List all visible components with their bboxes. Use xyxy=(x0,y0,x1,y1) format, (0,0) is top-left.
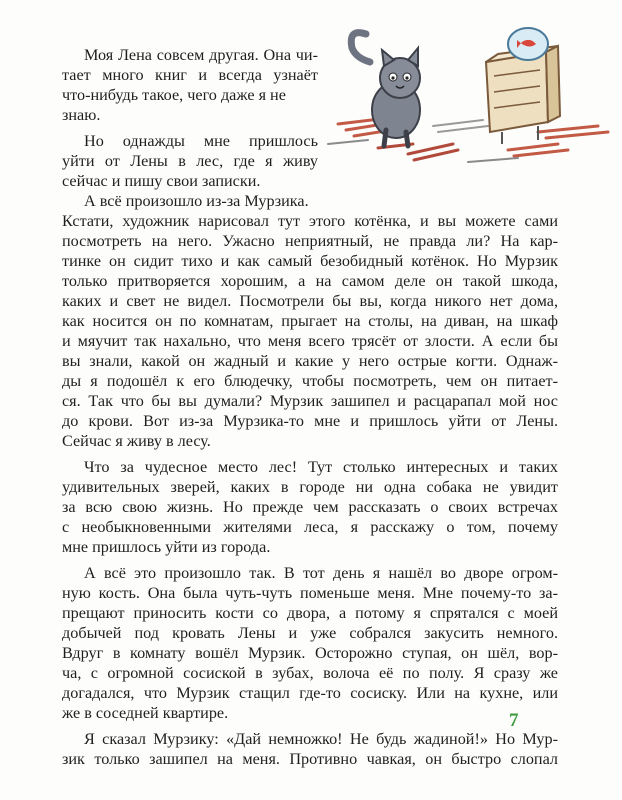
text-line: же в соседней квартире. xyxy=(62,704,229,722)
text-line: каких и свет не видел. Посмотрели бы вы, когда никого нет дома, xyxy=(62,292,558,310)
text-line: тинке он сидит тихо и как самый безобидный котёнок. Но Мурзик xyxy=(62,252,558,270)
text-line: Моя Лена совсем другая. Она чи- xyxy=(84,46,318,64)
fishbowl xyxy=(508,28,548,60)
text-line: с необыкновенными жителями леса, я расскажу о том, почему xyxy=(62,518,558,536)
text-line: ды я подошёл к его блюдечку, чтобы посмотреть, чем он питает- xyxy=(62,372,558,390)
text-line: за всю свою жизнь. Но прежде чем рассказать о своих встречах xyxy=(62,498,558,516)
text-line: Вдруг в комнату вошёл Мурзик. Осторожно ступая, он шёл, вор- xyxy=(62,644,558,662)
text-line: уйти от Лены в лес, где я живу xyxy=(62,152,318,170)
text-line: А всё произошло из-за Мурзика. xyxy=(84,192,309,210)
text-line: вы знали, какой он жадный и какие у него острые когти. Однаж- xyxy=(62,352,558,370)
text-line: Кстати, художник нарисовал тут этого котёнка, и вы можете сами xyxy=(62,212,558,230)
text-line: что-нибудь такое, чего даже я не xyxy=(62,86,286,104)
text-line: ную кость. Она была чуть-чуть поменьше меня. Мне почему-то за- xyxy=(62,584,558,602)
text-line: знаю. xyxy=(62,106,101,124)
text-line: до крови. Вот из-за Мурзика-то мне и пришлось уйти от Лены. xyxy=(62,412,558,430)
text-line: ча, с огромной сосиской в зубах, волоча её по полу. Я сразу же xyxy=(62,664,558,682)
text-line: мне пришлось уйти из города. xyxy=(62,538,271,556)
page-number: 7 xyxy=(509,710,519,731)
text-line: добычей под кровать Лены и уже собрался закусить немного. xyxy=(62,624,558,642)
text-line: догадался, что Мурзик стащил где-то сосиску. Или на кухне, или xyxy=(62,684,558,702)
text-line: посмотреть на него. Ужасно неприятный, не правда ли? На кар- xyxy=(62,232,558,250)
cabinet xyxy=(486,46,560,144)
text-line: только притворяется хорошим, а на самом деле он такой шкода, xyxy=(62,272,558,290)
text-line: сейчас и пишу свои записки. xyxy=(62,172,261,190)
text-line: А всё это произошло так. В тот день я нашёл во дворе огром- xyxy=(84,564,558,582)
text-line: ся. Так что бы вы думали? Мурзик зашипел и расцарапал мой нос xyxy=(62,392,558,410)
text-line: зик только зашипел на меня. Противно чавкая, он быстро слопал xyxy=(62,750,558,768)
floor-strokes xyxy=(328,118,608,162)
text-line: и мяучит так нахально, что меня всего трясёт от злости. А если бы xyxy=(62,332,558,350)
text-line: удивительных зверей, каких в городе ни одна собака не увидит xyxy=(62,478,558,496)
text-line: Сейчас я живу в лесу. xyxy=(62,432,211,450)
text-line: Что за чудесное место лес! Тут столько интересных и таких xyxy=(84,458,558,476)
cat-illustration xyxy=(318,22,618,174)
text-line: тает много книг и всегда узнаёт xyxy=(62,66,318,84)
text-line: Но однажды мне пришлось xyxy=(84,132,318,150)
text-line: Я сказал Мурзику: «Дай немножко! Не будь жадиной!» Но Мур- xyxy=(84,730,558,748)
text-line: прещают приносить кости со двора, а потому я спрятался с моей xyxy=(62,604,558,622)
text-line: как носится он по комнатам, прыгает на столы, на диван, на шкаф xyxy=(62,312,558,330)
